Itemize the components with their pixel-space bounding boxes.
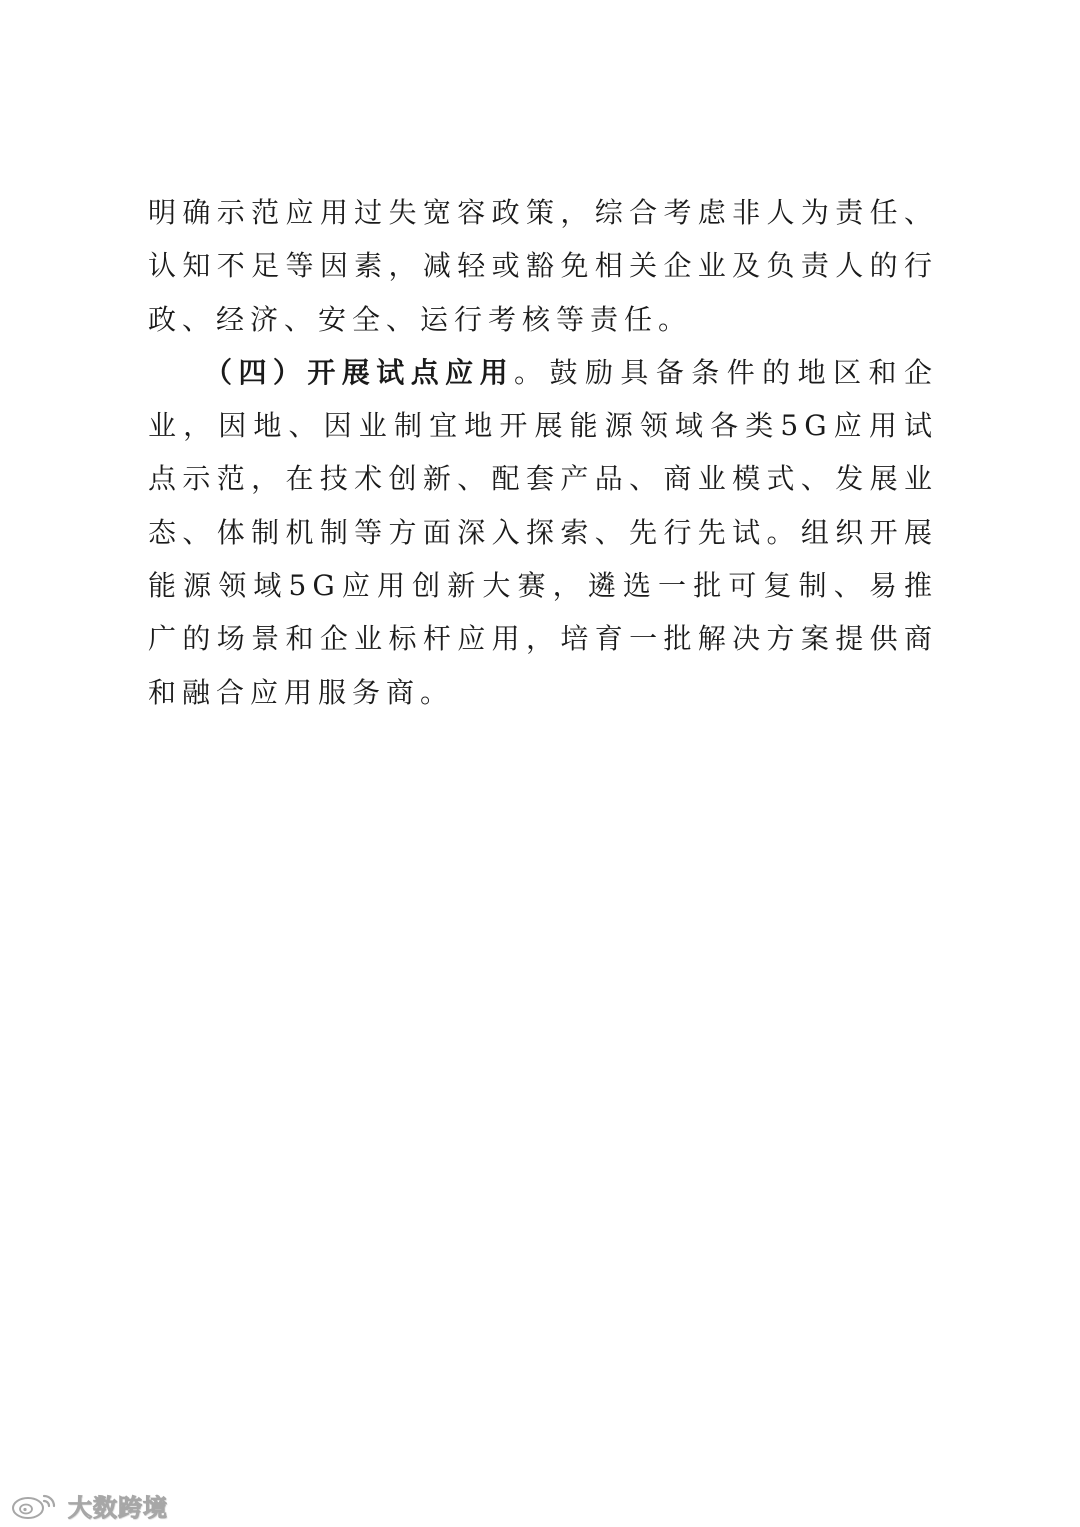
section-heading: （四）开展试点应用 (204, 355, 515, 389)
paragraph-continuation (148, 186, 938, 346)
paragraph-pilot-application (148, 346, 938, 719)
watermark (8, 1488, 168, 1522)
paragraph-text: 。鼓励具备条件的地区和企业，因地、因业制宜地开展能源领域各类5G应用试点示范，在技术创新、配套产品、商业模式、发展业态、体制机制等方面深入探索、先行先试。组织开展能源领域5G应用创新大赛，遴选一批可复制、易推广的场景和企业标杆应用，培育一批解决方案提供商和融合应用服务商。 (148, 355, 938, 709)
watermark-text: 大数跨境 (68, 1493, 168, 1522)
paragraph-text: 明确示范应用过失宽容政策，综合考虑非人为责任、认知不足等因素，减轻或豁免相关企业及负责人的行政、经济、安全、运行考核等责任。 (148, 196, 938, 336)
weibo-logo-icon (8, 1490, 62, 1520)
document-body (148, 186, 938, 719)
